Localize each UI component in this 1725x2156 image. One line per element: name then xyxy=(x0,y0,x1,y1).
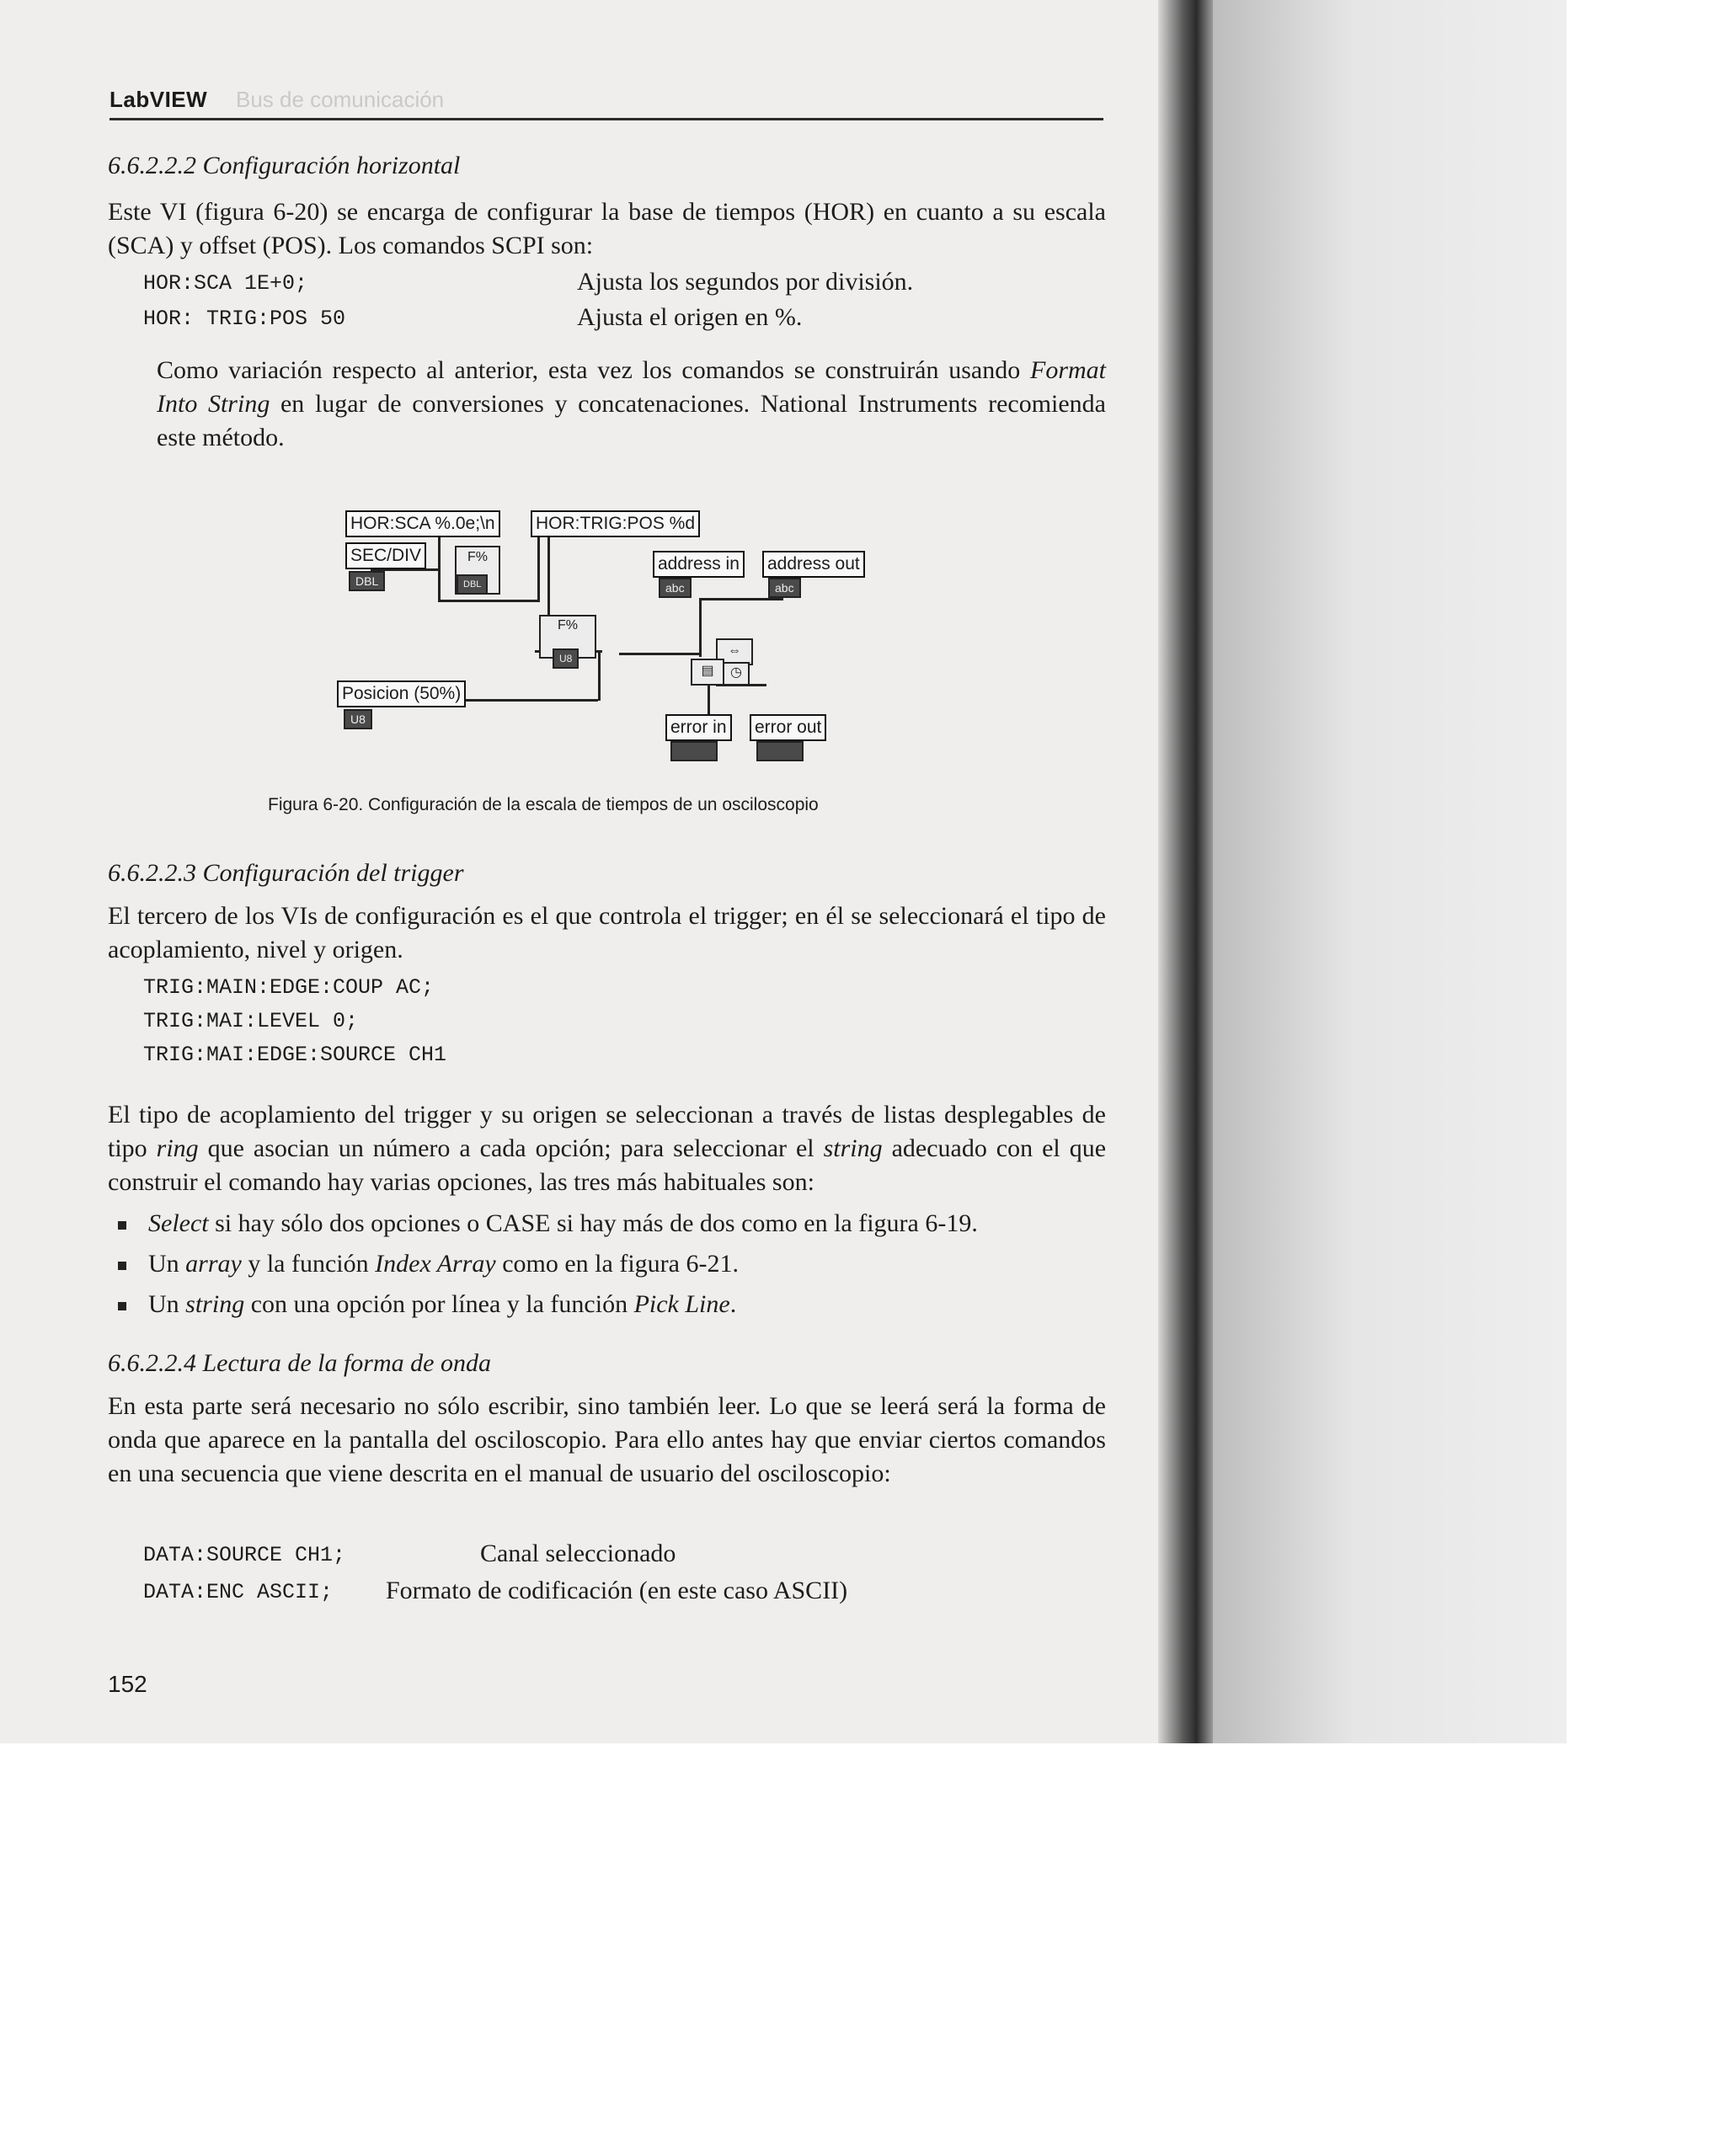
section-title-horizontal: 6.6.2.2.2 Configuración horizontal xyxy=(108,152,461,179)
wire xyxy=(598,650,601,675)
format-into-string-function-2: F% xyxy=(539,615,596,659)
u8-terminal-small: U8 xyxy=(553,648,579,669)
bullet-text: si hay sólo dos opciones o CASE si hay más de dos como en la figura 6-19. xyxy=(208,1209,978,1237)
wire xyxy=(619,653,699,655)
bullet-emphasis: Pick Line xyxy=(633,1290,730,1318)
bullet-item-array xyxy=(118,1250,739,1278)
wire xyxy=(598,675,601,701)
bullet-text: Un xyxy=(148,1250,186,1278)
command-hor-sca: HOR:SCA 1E+0; xyxy=(143,271,308,296)
error-terminal-in xyxy=(670,741,718,761)
bullet-emphasis: Index Array xyxy=(375,1250,496,1278)
block-diagram-figure xyxy=(320,497,893,775)
format-into-string-note xyxy=(157,354,1106,455)
trigger-intro: El tercero de los VIs de configuración es el que controla el trigger; en él se seleccionará el tipo de acoplamiento, nivel y origen. xyxy=(108,902,1106,963)
bullet-square-icon xyxy=(118,1221,126,1230)
command-trig-source: TRIG:MAI:EDGE:SOURCE CH1 xyxy=(143,1043,447,1067)
clock-function: ◷ xyxy=(723,662,750,686)
address-in-control: address in xyxy=(653,551,745,578)
format-string-hor-sca: HOR:SCA %.0e;\n xyxy=(345,510,500,537)
bullet-emphasis: Select xyxy=(148,1209,209,1237)
command-data-enc-desc: Formato de codificación (en este caso ASCII) xyxy=(386,1577,848,1604)
header-brand: LabVIEW xyxy=(109,87,208,112)
book-spine xyxy=(1158,0,1213,1743)
address-out-indicator: address out xyxy=(762,551,865,578)
command-trig-coup: TRIG:MAIN:EDGE:COUP AC; xyxy=(143,975,435,1000)
waveform-paragraph: En esta parte será necesario no sólo escribir, sino también leer. Lo que se leerá será la forma de onda que aparece en la pantalla del osciloscopio. Para ello antes hay que enviar ciertos comandos en una secuencia que viene descrita en el manual de usuario del osciloscopio: xyxy=(108,1392,1106,1487)
wire xyxy=(699,598,783,600)
bullet-square-icon xyxy=(118,1302,126,1310)
bullet-text: y la función xyxy=(241,1250,376,1278)
note-emphasis: Format Into String xyxy=(157,356,1106,418)
command-data-source: DATA:SOURCE CH1; xyxy=(143,1543,346,1567)
wire xyxy=(537,535,540,602)
error-terminal-out xyxy=(756,741,804,761)
trigger-text-2: que asocian un número a cada opción; para seleccionar el xyxy=(198,1134,824,1162)
section-title-waveform: 6.6.2.2.4 Lectura de la forma de onda xyxy=(108,1349,491,1377)
abc-terminal-in: abc xyxy=(659,578,692,598)
page-number: 152 xyxy=(108,1671,147,1697)
wire xyxy=(438,600,539,602)
facing-page xyxy=(1213,0,1567,1743)
horizontal-intro: Este VI (figura 6-20) se encarga de configurar la base de tiempos (HOR) en cuanto a su escala (SCA) y offset (POS). Los comandos SCPI son: xyxy=(108,198,1106,259)
bullet-text: como en la figura 6-21. xyxy=(495,1250,739,1278)
note-text-2: en lugar de conversiones y concatenaciones. National Instruments recomienda este método. xyxy=(157,390,1106,451)
trigger-text-1: El tipo de acoplamiento del trigger y su origen se seleccionan a través de listas desplegables de tipo xyxy=(108,1101,1106,1162)
bullet-item-select xyxy=(118,1209,978,1238)
abc-terminal-out: abc xyxy=(768,578,801,598)
u8-terminal: U8 xyxy=(344,709,372,729)
dbl-terminal-small: DBL xyxy=(457,574,488,595)
format-into-string-function-1: F% xyxy=(455,546,500,595)
header-section-ghost: Bus de comunicación xyxy=(236,87,445,112)
visa-io-function: ▤ xyxy=(691,659,724,686)
section-title-trigger: 6.6.2.2.3 Configuración del trigger xyxy=(108,859,464,887)
trigger-emphasis-string: string xyxy=(823,1134,883,1162)
command-data-enc: DATA:ENC ASCII; xyxy=(143,1580,334,1604)
bullet-text: con una opción por línea y la función xyxy=(244,1290,634,1318)
format-string-hor-trig: HOR:TRIG:POS %d xyxy=(531,510,700,537)
note-text-1: Como variación respecto al anterior, esta vez los comandos se construirán usando xyxy=(157,356,1030,384)
visa-write-function: ⇔ xyxy=(716,638,753,665)
bullet-emphasis: string xyxy=(185,1290,245,1318)
running-header xyxy=(109,81,1103,120)
bullet-emphasis: array xyxy=(185,1250,242,1278)
error-out-indicator: error out xyxy=(750,714,826,741)
command-hor-trig: HOR: TRIG:POS 50 xyxy=(143,307,346,331)
bullet-text: Un xyxy=(148,1290,186,1318)
command-data-source-desc: Canal seleccionado xyxy=(480,1540,676,1567)
bullet-text: . xyxy=(729,1290,737,1318)
command-trig-level: TRIG:MAI:LEVEL 0; xyxy=(143,1009,359,1033)
bullet-square-icon xyxy=(118,1262,126,1270)
command-hor-trig-desc: Ajusta el origen en %. xyxy=(577,303,803,331)
error-in-control: error in xyxy=(665,714,732,741)
bullet-item-string xyxy=(118,1290,736,1319)
dbl-terminal: DBL xyxy=(349,571,385,591)
wire xyxy=(438,535,441,602)
wire xyxy=(699,598,702,657)
trigger-text-3: adecuado con el que construir el comando hay varias opciones, las tres más habituales son: xyxy=(108,1134,1107,1196)
sec-div-control: SEC/DIV xyxy=(345,542,426,569)
command-hor-sca-desc: Ajusta los segundos por división. xyxy=(577,268,914,296)
posicion-control: Posicion (50%) xyxy=(337,680,466,707)
figure-caption: Figura 6-20. Configuración de la escala de tiempos de un osciloscopio xyxy=(268,795,819,814)
trigger-emphasis-ring: ring xyxy=(156,1134,199,1162)
trigger-selection-paragraph xyxy=(108,1098,1106,1199)
